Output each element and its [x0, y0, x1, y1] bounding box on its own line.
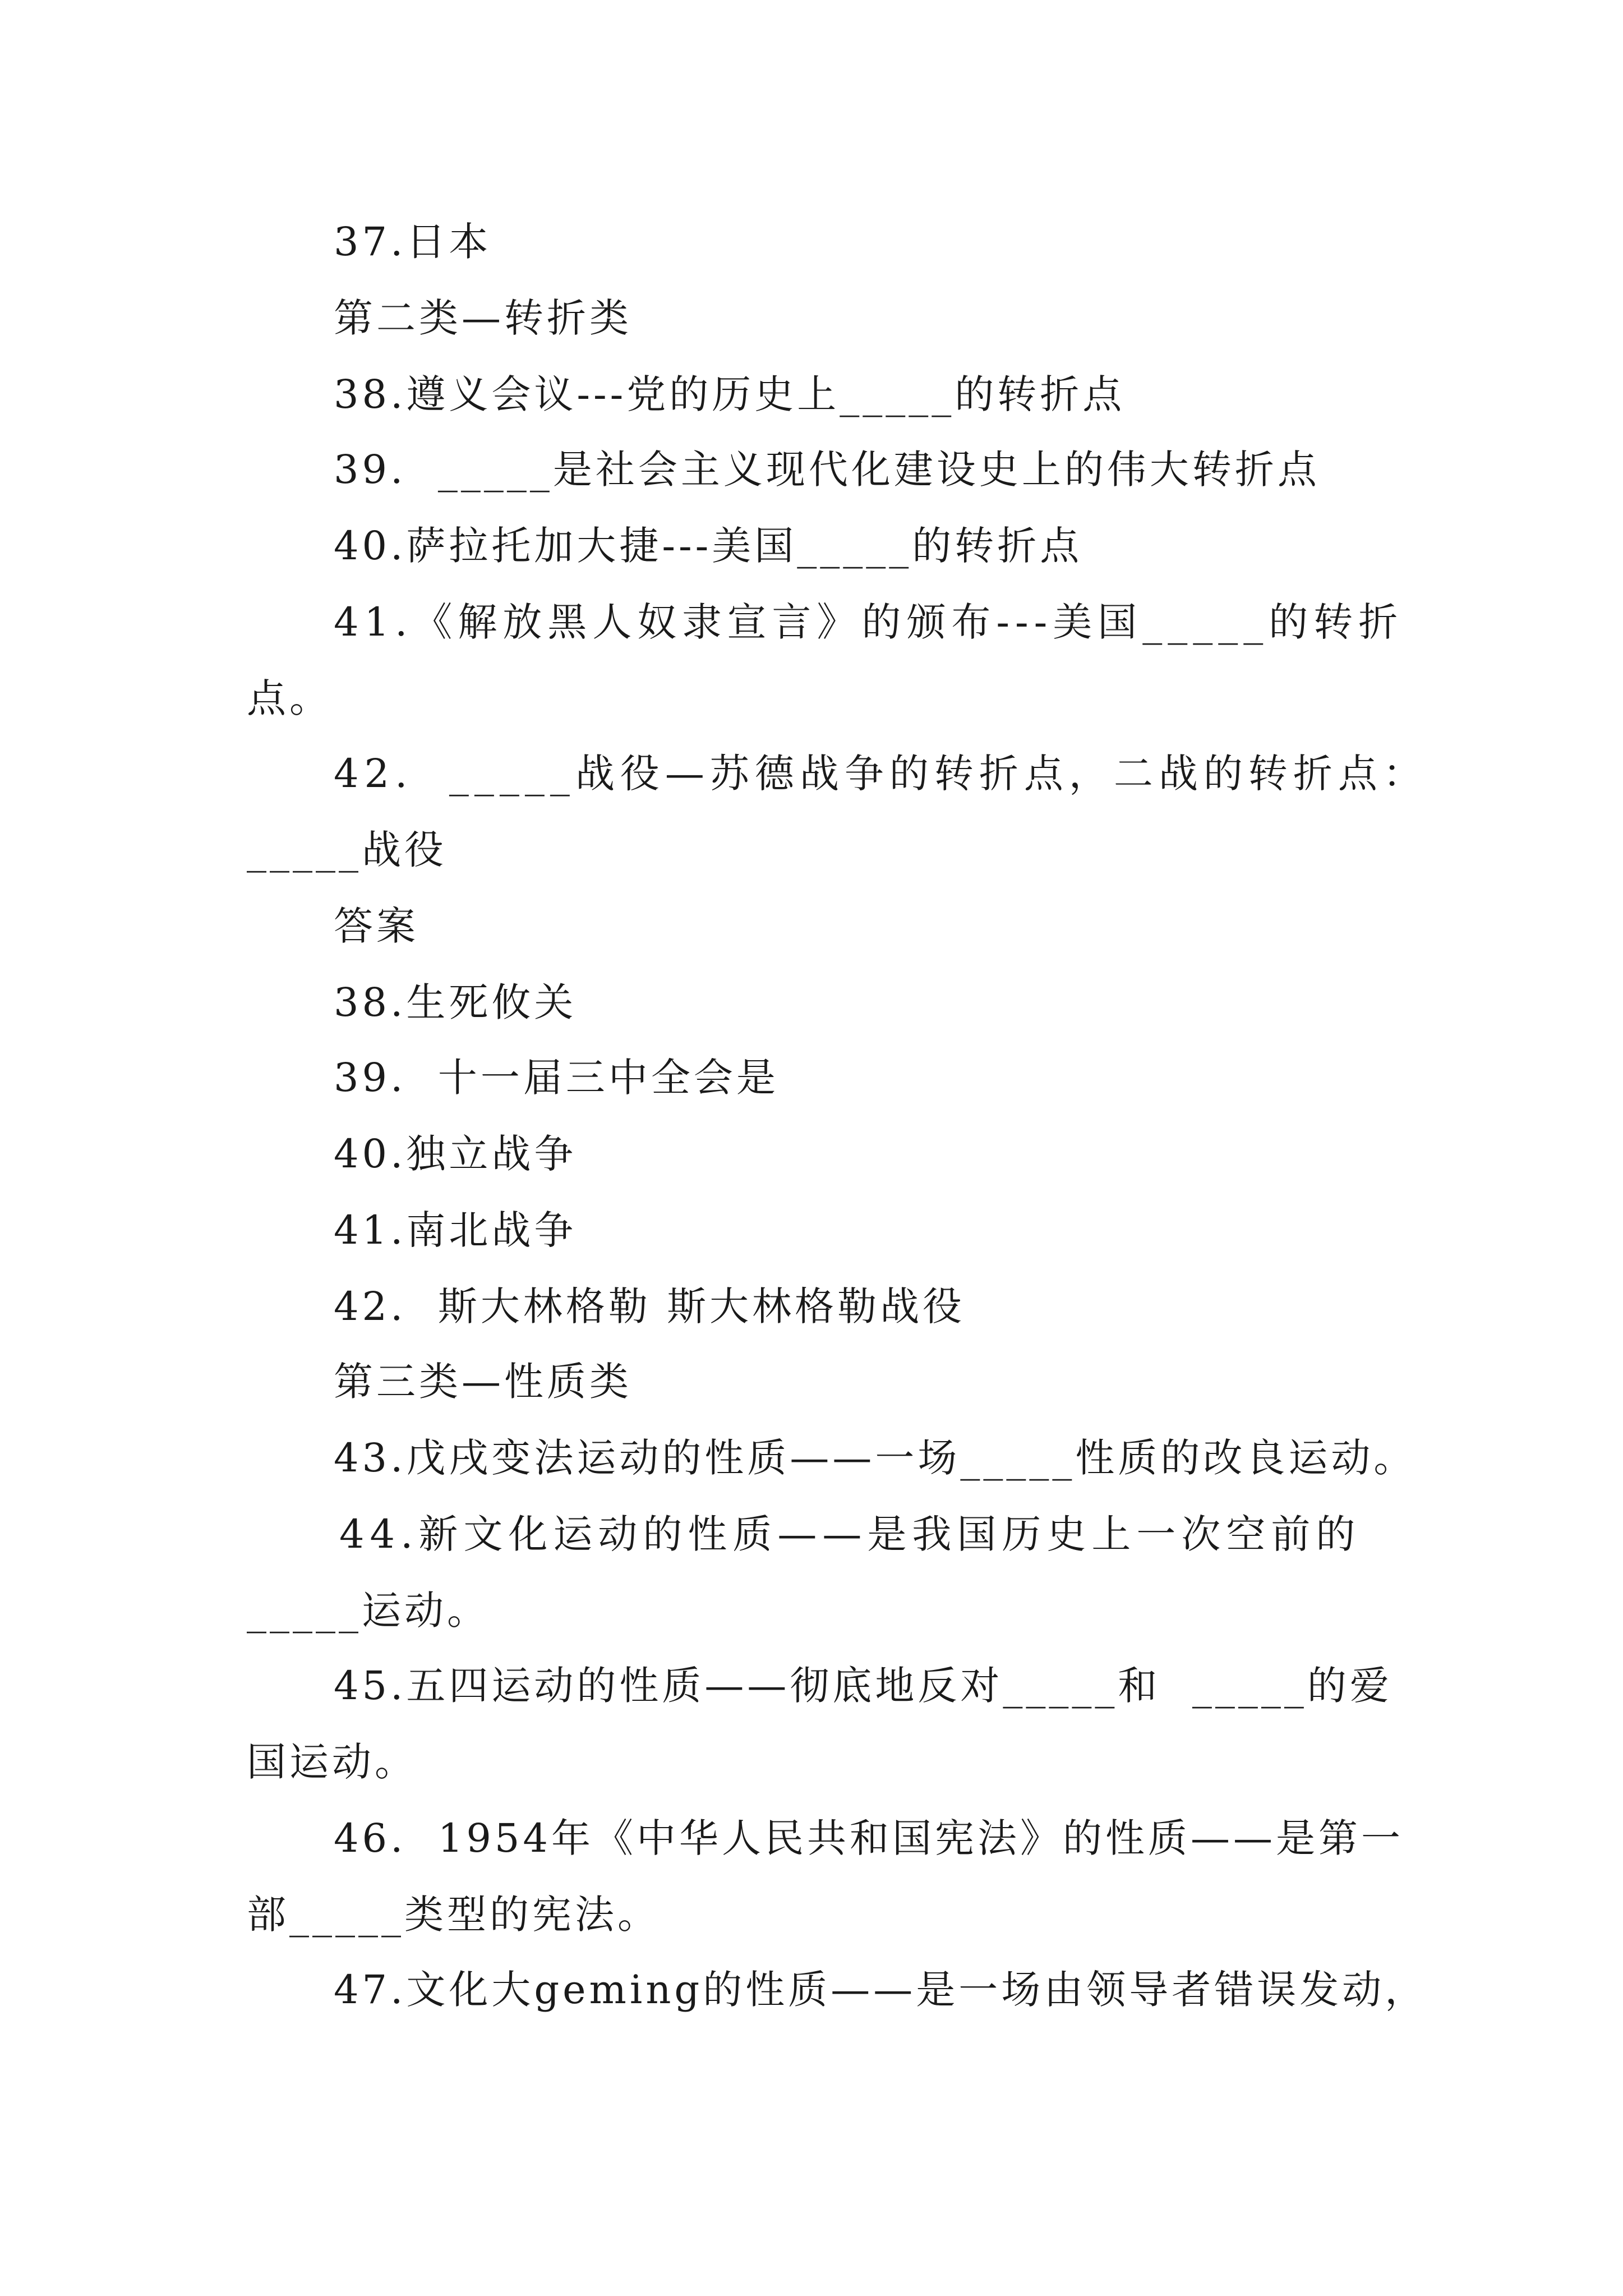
text-line: 46. 1954年《中华人民共和国宪法》的性质——是第一	[334, 1815, 1404, 1861]
text-line: 39. _____是社会主义现代化建设史上的伟大转折点	[334, 447, 1320, 493]
text-line: 41.《解放黑人奴隶宣言》的颁布---美国_____的转折	[334, 599, 1404, 645]
text-line: 42. 斯大林格勒 斯大林格勒战役	[334, 1283, 966, 1329]
text-line: 45.五四运动的性质——彻底地反对_____和 _____的爱	[334, 1663, 1393, 1709]
text-line: 39. 十一届三中全会是	[334, 1055, 779, 1101]
section-heading: 第二类—转折类	[334, 295, 632, 341]
text-line: 点。	[247, 675, 332, 721]
text-line: 37.日本	[334, 219, 492, 265]
text-line: 44.新文化运动的性质——是我国历史上一次空前的	[339, 1511, 1361, 1557]
text-line: 38.生死攸关	[334, 979, 577, 1025]
text-line: 40.独立战争	[334, 1131, 577, 1177]
text-line: 国运动。	[247, 1739, 417, 1785]
text-line: 47.文化大geming的性质——是一场由领导者错误发动，	[334, 1967, 1428, 2013]
text-line: 40.萨拉托加大捷---美国_____的转折点	[334, 523, 1083, 569]
text-line: 38.遵义会议---党的历史上_____的转折点	[334, 371, 1126, 417]
text-line: 41.南北战争	[334, 1207, 577, 1253]
text-line: 部_____类型的宪法。	[247, 1892, 660, 1938]
text-line: 43.戊戌变法运动的性质——一场_____性质的改良运动。	[334, 1435, 1417, 1481]
text-line: _____战役	[247, 827, 447, 873]
section-heading: 第三类—性质类	[334, 1359, 632, 1405]
section-heading: 答案	[334, 903, 419, 949]
text-line: _____运动。	[247, 1588, 490, 1634]
text-line: 42. _____战役—苏德战争的转折点，二战的转折点：	[334, 751, 1428, 797]
